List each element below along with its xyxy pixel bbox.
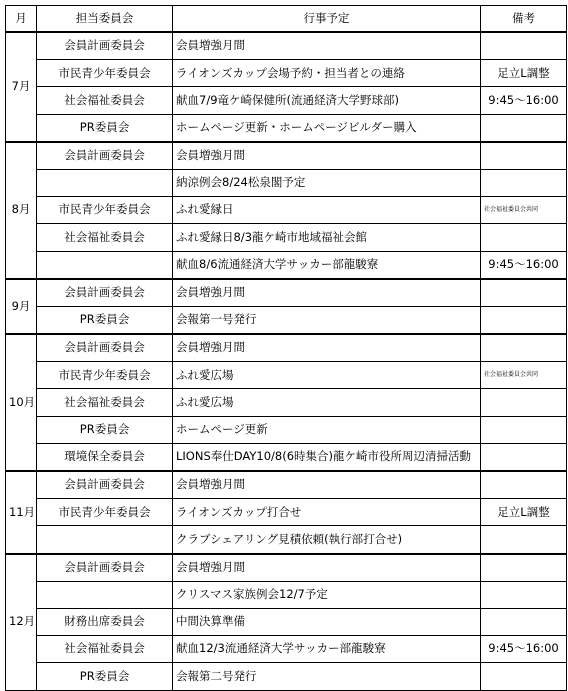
note-cell: 社会福祉委員会共同: [481, 197, 567, 224]
table-row: [6, 389, 567, 416]
event-cell: 会報第一号発行: [173, 306, 481, 334]
table-row: [6, 362, 567, 389]
note-cell: [481, 389, 567, 416]
committee-cell: PR委員会: [37, 306, 173, 334]
table-row: [6, 663, 567, 690]
committee-cell: 財務出席委員会: [37, 608, 173, 635]
table-row: [6, 224, 567, 251]
note-cell: 9:45～16:00: [481, 636, 567, 663]
event-cell: 会員増強月間: [173, 471, 481, 499]
note-cell: [481, 306, 567, 334]
committee-cell: 市民青少年委員会: [37, 60, 173, 87]
table-row: [6, 499, 567, 526]
note-cell: [481, 471, 567, 499]
event-cell: 会員増強月間: [173, 554, 481, 582]
committee-cell: 社会福祉委員会: [37, 636, 173, 663]
committee-cell: 会員計画委員会: [37, 279, 173, 307]
committee-cell: 市民青少年委員会: [37, 499, 173, 526]
table-row: [6, 279, 567, 307]
note-cell: [481, 279, 567, 307]
note-cell: 足立L調整: [481, 60, 567, 87]
table-row: [6, 608, 567, 635]
table-row: [6, 443, 567, 471]
month-cell: 7月: [6, 32, 37, 142]
note-cell: [481, 526, 567, 554]
header-event: 行事予定: [173, 6, 481, 33]
committee-cell: 社会福祉委員会: [37, 224, 173, 251]
event-cell: 納涼例会8/24松泉閣予定: [173, 169, 481, 196]
event-cell: ふれ愛広場: [173, 389, 481, 416]
schedule-table: [5, 5, 567, 691]
note-cell: [481, 169, 567, 196]
note-cell: [481, 663, 567, 690]
note-cell: [481, 416, 567, 443]
table-row: [6, 416, 567, 443]
event-cell: ふれ愛縁日: [173, 197, 481, 224]
committee-cell: 会員計画委員会: [37, 554, 173, 582]
event-cell: 会員増強月間: [173, 142, 481, 170]
committee-cell: 市民青少年委員会: [37, 197, 173, 224]
header-month: 月: [6, 6, 37, 33]
event-cell: ライオンズカップ会場予約・担当者との連絡: [173, 60, 481, 87]
note-cell: [481, 443, 567, 471]
event-cell: クラブシェアリング見積依頼(執行部打合せ): [173, 526, 481, 554]
committee-cell: [37, 526, 173, 554]
table-row: [6, 142, 567, 170]
note-cell: [481, 554, 567, 582]
month-cell: 8月: [6, 142, 37, 279]
note-cell: 9:45～16:00: [481, 251, 567, 279]
table-row: [6, 197, 567, 224]
committee-cell: 社会福祉委員会: [37, 389, 173, 416]
schedule-body: [6, 32, 567, 690]
table-row: [6, 306, 567, 334]
event-cell: ふれ愛広場: [173, 362, 481, 389]
event-cell: 献血7/9竜ケ崎保健所(流通経済大学野球部): [173, 87, 481, 114]
note-cell: [481, 608, 567, 635]
event-cell: 中間決算準備: [173, 608, 481, 635]
event-cell: ホームページ更新・ホームページビルダー購入: [173, 114, 481, 142]
event-cell: 会員増強月間: [173, 32, 481, 60]
table-row: [6, 471, 567, 499]
event-cell: 献血8/6流通経済大学サッカー部龍駿寮: [173, 251, 481, 279]
event-cell: ふれ愛縁日8/3龍ケ崎市地域福祉会館: [173, 224, 481, 251]
event-cell: 会員増強月間: [173, 279, 481, 307]
table-row: [6, 32, 567, 60]
event-cell: ホームページ更新: [173, 416, 481, 443]
committee-cell: 環境保全委員会: [37, 443, 173, 471]
note-cell: [481, 32, 567, 60]
month-cell: 10月: [6, 334, 37, 471]
event-cell: ライオンズカップ打合せ: [173, 499, 481, 526]
table-row: [6, 251, 567, 279]
committee-cell: 社会福祉委員会: [37, 87, 173, 114]
committee-cell: 市民青少年委員会: [37, 362, 173, 389]
header-note: 備考: [481, 6, 567, 33]
committee-cell: 会員計画委員会: [37, 32, 173, 60]
table-row: [6, 334, 567, 362]
note-cell: [481, 114, 567, 142]
table-row: [6, 87, 567, 114]
event-cell: LIONS奉仕DAY10/8(6時集合)龍ケ崎市役所周辺清掃活動: [173, 443, 481, 471]
table-row: [6, 526, 567, 554]
table-row: [6, 169, 567, 196]
committee-cell: [37, 581, 173, 608]
committee-cell: 会員計画委員会: [37, 471, 173, 499]
month-cell: 9月: [6, 279, 37, 334]
event-cell: 会報第二号発行: [173, 663, 481, 690]
event-cell: 会員増強月間: [173, 334, 481, 362]
header-row: [6, 6, 567, 33]
table-row: [6, 60, 567, 87]
note-cell: [481, 224, 567, 251]
note-cell: [481, 334, 567, 362]
month-cell: 11月: [6, 471, 37, 554]
committee-cell: PR委員会: [37, 114, 173, 142]
committee-cell: PR委員会: [37, 663, 173, 690]
table-row: [6, 554, 567, 582]
event-cell: クリスマス家族例会12/7予定: [173, 581, 481, 608]
table-row: [6, 114, 567, 142]
table-row: [6, 636, 567, 663]
note-cell: [481, 581, 567, 608]
committee-cell: 会員計画委員会: [37, 142, 173, 170]
note-cell: 9:45～16:00: [481, 87, 567, 114]
event-cell: 献血12/3流通経済大学サッカー部龍駿寮: [173, 636, 481, 663]
note-cell: [481, 142, 567, 170]
note-cell: 社会福祉委員会共同: [481, 362, 567, 389]
committee-cell: [37, 251, 173, 279]
committee-cell: 会員計画委員会: [37, 334, 173, 362]
note-cell: 足立L調整: [481, 499, 567, 526]
table-row: [6, 581, 567, 608]
committee-cell: [37, 169, 173, 196]
month-cell: 12月: [6, 554, 37, 690]
header-committee: 担当委員会: [37, 6, 173, 33]
committee-cell: PR委員会: [37, 416, 173, 443]
